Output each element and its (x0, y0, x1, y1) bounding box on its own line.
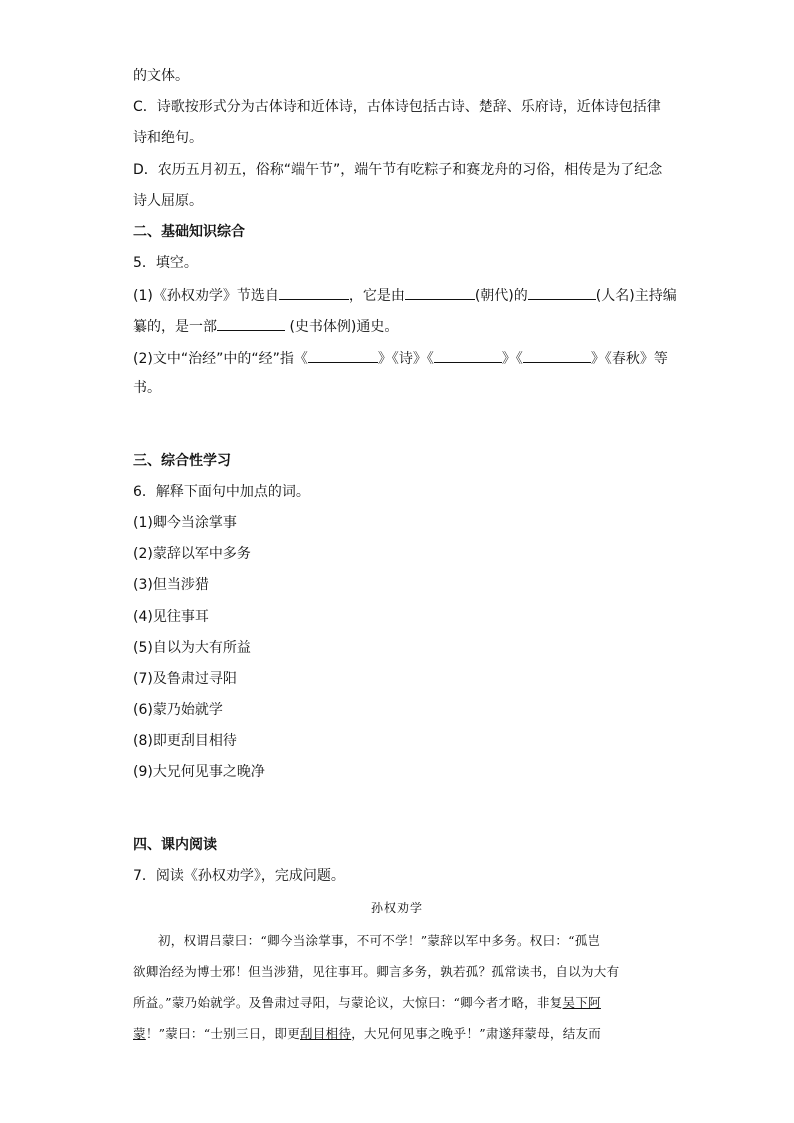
blank-classic-2[interactable] (434, 347, 502, 363)
option-b-end: 的文体。 (133, 68, 189, 84)
passage-line-4 (133, 1026, 661, 1042)
blank-dynasty[interactable] (405, 284, 475, 300)
underlined-phrase-wuxia: 吴下阿 (562, 995, 601, 1010)
section-heading-reading: 四、课内阅读 (133, 837, 217, 853)
q6-item-6: (6)蒙乃始就学 (133, 702, 223, 718)
q5-p1-text-e: 纂的，是一部 (133, 319, 217, 335)
q5-p1-text-b: ，它是由 (348, 288, 405, 304)
passage-title: 孙权劝学 (370, 901, 423, 915)
q6-item-3: (3)但当涉猎 (133, 577, 209, 593)
blank-classic-3[interactable] (523, 347, 591, 363)
q5-p2-text-a: (2)文中“治经”中的“经”指《 (133, 351, 308, 367)
question-5-part2-line2: 书。 (133, 380, 161, 396)
section-heading-basic-knowledge: 二、基础知识综合 (133, 224, 245, 240)
q6-item-7: (7)及鲁肃过寻阳 (133, 671, 237, 687)
question-5-part1-line1 (133, 284, 677, 306)
question-5-part1-line2 (133, 315, 398, 337)
q6-item-5: (5)自以为大有所益 (133, 640, 251, 656)
underlined-char-meng: 蒙 (133, 1026, 146, 1041)
q5-p1-text-c: (朝代)的 (474, 288, 528, 304)
q6-item-8: (8)即更刮目相待 (133, 733, 237, 749)
q6-item-4: (4)见往事耳 (133, 609, 209, 625)
q6-item-1: (1)卿今当涂掌事 (133, 515, 237, 531)
q5-p1-text-a: (1)《孙权劝学》节选自 (133, 288, 279, 304)
q6-item-2: (2)蒙辞以军中多务 (133, 546, 251, 562)
question-5-part2-line1 (133, 347, 668, 369)
blank-source-book[interactable] (279, 284, 349, 300)
q6-item-9: (9)大兄何见事之晚净 (133, 764, 265, 780)
q5-p2-text-b: 》《诗》《 (377, 351, 434, 367)
option-c-line2: 诗和绝句。 (133, 130, 203, 146)
passage-line-2: 欲卿治经为博士邪！但当涉猎，见往事耳。卿言多务，孰若孤？孤常读书，自以为大有 (133, 964, 620, 979)
passage-line-1: 初，权谓吕蒙曰：“卿今当涂掌事，不可不学！”蒙辞以军中多务。权曰：“孤岂 (158, 933, 601, 948)
option-c-line1: C．诗歌按形式分为古体诗和近体诗，古体诗包括古诗、楚辞、乐府诗，近体诗包括律 (133, 99, 661, 115)
option-d-line1: D．农历五月初五，俗称“端午节”，端午节有吃粽子和赛龙舟的习俗，相传是为了纪念 (133, 162, 663, 178)
question-6-title: 6．解释下面句中加点的词。 (133, 484, 310, 500)
question-7-title: 7．阅读《孙权劝学》，完成问题。 (133, 868, 345, 884)
blank-classic-1[interactable] (308, 347, 378, 363)
q5-p2-text-c: 》《 (501, 351, 523, 367)
section-heading-comprehensive: 三、综合性学习 (133, 453, 231, 469)
underlined-phrase-guamu: 刮目相待 (300, 1026, 352, 1041)
question-5-title: 5．填空。 (133, 255, 198, 271)
passage-line-4-text-a: ！”蒙曰：“士别三日，即更 (145, 1026, 300, 1041)
q5-p1-text-f: (史书体例)通史。 (285, 319, 399, 335)
q5-p1-text-d: (人名)主持编 (595, 288, 677, 304)
blank-history-style[interactable] (217, 315, 285, 331)
passage-line-3-text: 所益。”蒙乃始就学。及鲁肃过寻阳，与蒙论议，大惊曰：“卿今者才略，非复 (133, 995, 563, 1010)
passage-line-3 (133, 995, 661, 1011)
passage-line-4-text-b: ，大兄何见事之晚乎！”肃遂拜蒙母，结友而 (351, 1026, 602, 1041)
q5-p2-text-d: 》《春秋》等 (590, 351, 668, 367)
option-d-line2: 诗人屈原。 (133, 193, 203, 209)
blank-person[interactable] (528, 284, 596, 300)
